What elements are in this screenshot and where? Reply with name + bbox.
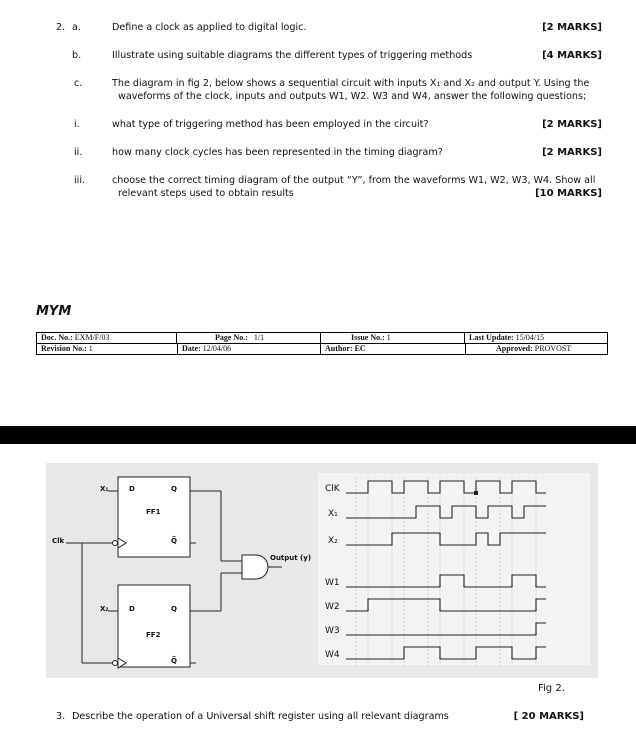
wave-label-x1: X₁ [328,509,338,519]
last-update-cell [465,333,605,343]
ff1-q-label: Q [171,485,177,493]
page-no-value: 1/1 [253,333,265,342]
clk-input-label: Clk [52,537,65,545]
ff1-d-label: D [129,485,135,493]
question-2b-text: Illustrate using suitable diagrams the different types of triggering methods [112,50,473,61]
wave-label-w2: W2 [325,602,340,612]
ff2-box [118,585,190,667]
question-2ci-text: what type of triggering method has been employed in the circuit? [112,119,429,130]
ff2-d-label: D [129,605,135,613]
question-2ci-label: i. [74,119,80,130]
question-2ci-marks: [2 MARKS] [542,119,602,130]
doc-no-cell [37,333,177,343]
question-2b-marks: [4 MARKS] [542,50,602,61]
question-2ciii-text-line1: choose the correct timing diagram of the output “Y”, from the waveforms W1, W2, W3, W4. Show all [112,175,596,186]
page-no-cell [177,333,321,343]
question-3-number: 3. [56,711,66,722]
question-2ciii-text-line2: relevant steps used to obtain results [118,188,294,199]
circuit-wires [66,473,590,668]
ff2-label: FF2 [146,631,161,639]
question-2cii-text: how many clock cycles has been represented in the timing diagram? [112,147,443,158]
figure-caption: Fig 2. [538,683,565,694]
question-3-text: Describe the operation of a Universal shift register using all relevant diagrams [72,711,449,722]
issue-no-cell [321,333,465,343]
approved-value: PROVOST [534,344,572,353]
author-cell [321,344,465,354]
ff2-qbar-label: Q̅ [171,657,177,665]
question-2cii-marks: [2 MARKS] [542,147,602,158]
circuit-and-timing-diagram [46,463,598,678]
date-label: Date: [182,344,201,353]
issue-no-label: Issue No.: [351,333,385,342]
last-update-value: 15/04/15 [515,333,545,342]
question-2c-text-line1: The diagram in fig 2, below shows a sequential circuit with inputs X₁ and X₂ and output Y. Using the [112,78,590,89]
wave-label-x2: X₂ [328,536,338,546]
page-separator-bar [0,426,636,444]
question-2a-marks: [2 MARKS] [542,22,602,33]
question-2b-label: b. [72,50,82,61]
question-2a-label: a. [72,22,81,33]
page-no-label: Page No.: [215,333,248,342]
wave-label-w3: W3 [325,626,340,636]
signature-initials: MYM [36,304,72,319]
doc-no-value: EXM/F/03 [74,333,110,342]
x1-input-label: X₁ [100,485,109,493]
figure-panel [46,463,598,678]
question-2cii-label: ii. [74,147,83,158]
ff2-q-label: Q [171,605,177,613]
author-value: EC [354,344,366,353]
ff1-qbar-label: Q̅ [171,537,177,545]
question-2ciii-label: iii. [74,175,86,186]
document-footer-table [36,332,608,355]
revision-value: 1 [88,344,93,353]
date-cell [177,344,321,354]
revision-label: Revision No.: [41,344,87,353]
wave-label-clk: ClK [325,484,340,494]
author-label: Author: [325,344,353,353]
wave-label-w4: W4 [325,650,340,660]
issue-no-value: 1 [386,333,391,342]
question-2c-label: c. [74,78,83,89]
doc-no-label: Doc. No.: [41,333,73,342]
question-2c-text-line2: waveforms of the clock, inputs and outputs W1, W2. W3 and W4, answer the following questions; [118,91,587,102]
wave-label-w1: W1 [325,578,340,588]
x2-input-label: X₂ [100,605,109,613]
approved-label: Approved: [496,344,533,353]
question-3-marks: [ 20 MARKS] [513,711,584,722]
revision-cell [37,344,177,354]
question-2a-text: Define a clock as applied to digital logic. [112,22,307,33]
approved-cell [465,344,605,354]
last-update-label: Last Update: [469,333,514,342]
timing-marker-dot [474,491,478,495]
date-value: 12/04/06 [202,344,232,353]
question-2ciii-marks: [10 MARKS] [535,188,602,199]
and-gate [242,555,268,579]
question-2-number: 2. [56,22,66,33]
ff1-label: FF1 [146,508,161,516]
output-y-label: Output (y) [270,554,312,562]
